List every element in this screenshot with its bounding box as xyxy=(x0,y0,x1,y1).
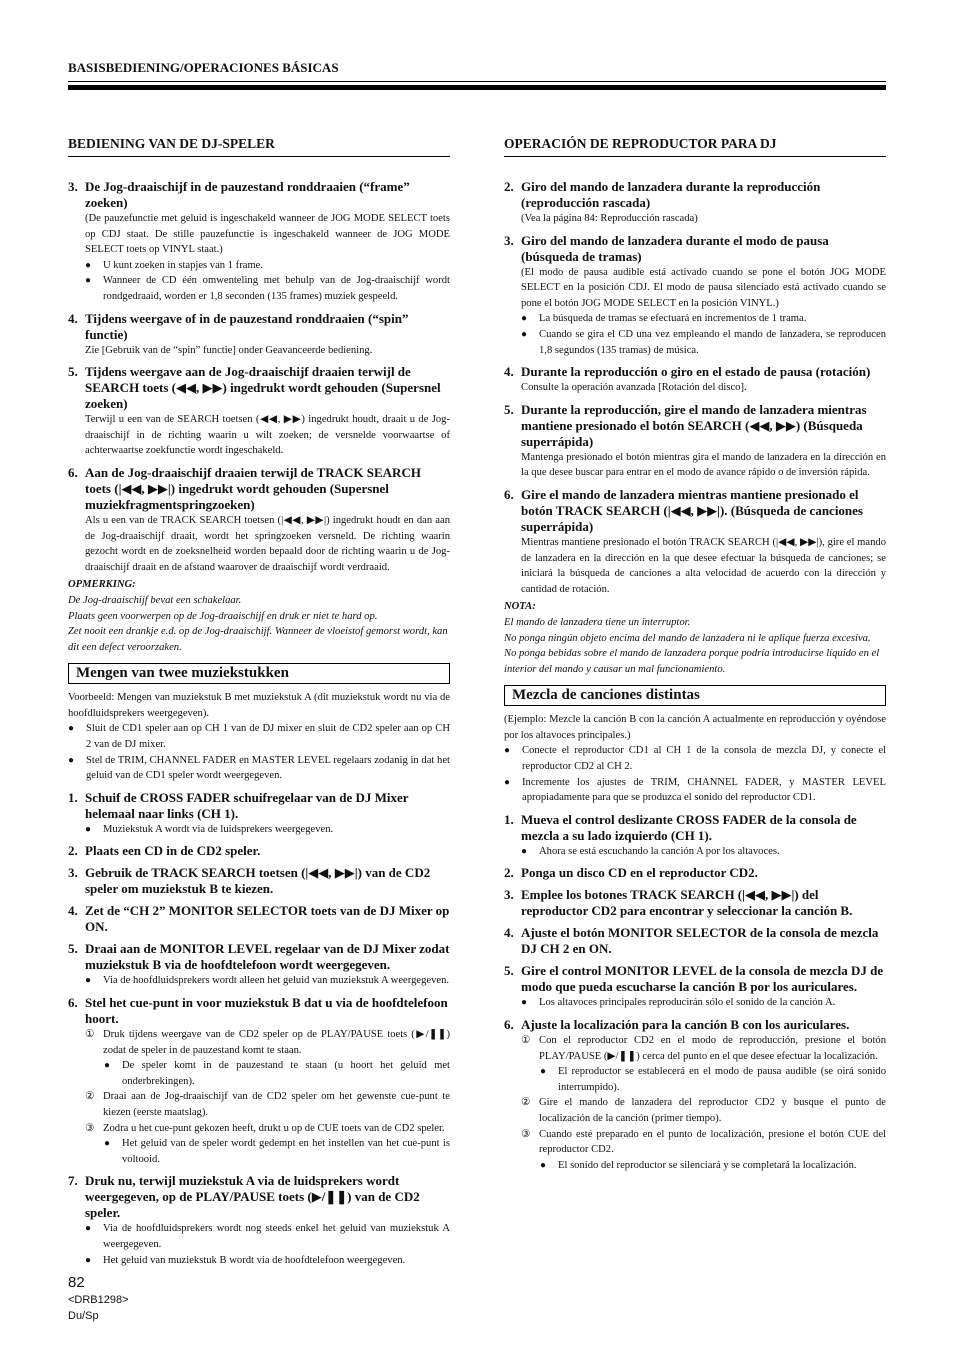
sub-step xyxy=(521,1095,886,1126)
bullet-text: U kunt zoeken in stapjes van 1 frame. xyxy=(103,259,264,271)
bullet-text: El sonido del reproductor se silenciará y se completará la localización. xyxy=(558,1159,857,1171)
mix-steps-list xyxy=(504,812,886,1174)
notes-list xyxy=(504,615,886,677)
bullet-item xyxy=(540,1064,886,1095)
bullet-dot-icon: ● xyxy=(521,328,528,340)
bullet-dot-icon: ● xyxy=(540,1066,547,1078)
step-number: 3. xyxy=(68,865,78,881)
bullet-text: Het geluid van de speler wordt gedempt en het instellen van het cue-punt is voltooid. xyxy=(122,1138,450,1165)
mix-steps-list xyxy=(68,790,450,1268)
step-title: Tijdens weergave aan de Jog-draaischijf draaien terwijl de SEARCH toets (◀◀, ▶▶) ingedrukt wordt gehouden (Supersnel zoeken) xyxy=(85,364,441,412)
sub-step xyxy=(521,1033,886,1064)
steps-list xyxy=(504,179,886,597)
sub-step-text: Draai aan de Jog-draaischijf van de CD2 speler om het gewenste cue-punt te kiezen (eerste maatslag). xyxy=(103,1091,450,1118)
step-number: 6. xyxy=(68,464,78,480)
step-body: (El modo de pausa audible está activado cuando se pone el botón JOG MODE SELECT en la posición CDJ. El modo de pausa silenciado está activado cuando se pone el botón JOG MODE SELECT en la posición VINYL.) xyxy=(521,266,886,309)
step-heading xyxy=(68,364,450,412)
step-title: Durante la reproducción o giro en el estado de pausa (rotación) xyxy=(521,364,871,380)
step-number: 5. xyxy=(68,364,78,380)
bullet-item xyxy=(104,1136,450,1167)
bullet-item xyxy=(504,743,886,774)
bullet-text: Sluit de CD1 speler aan op CH 1 van de DJ mixer en sluit de CD2 speler aan op CH 2 van de DJ mixer. xyxy=(86,723,450,751)
bullet-dot-icon: ● xyxy=(68,723,75,735)
step-number: 4. xyxy=(68,903,78,919)
bullet-dot-icon: ● xyxy=(521,845,528,857)
right-column xyxy=(504,136,886,1173)
step-heading xyxy=(504,925,886,957)
step-number: 5. xyxy=(504,963,514,979)
step-heading xyxy=(504,1017,886,1033)
step-title: Ajuste el botón MONITOR SELECTOR de la consola de mezcla DJ CH 2 en ON. xyxy=(521,925,879,957)
bullet-item xyxy=(504,775,886,806)
bullet-text: Via de hoofdluidsprekers wordt nog steeds enkel het geluid van muziekstuk A weergegeven. xyxy=(103,1223,450,1250)
bullet-dot-icon: ● xyxy=(85,1254,92,1266)
circled-number: ② xyxy=(85,1091,95,1103)
header-rule-thin xyxy=(68,81,886,82)
note-line: No ponga bebidas sobre el mando de lanzadera porque podría introducirse líquido en el interior del mando y causar un mal funcionamiento. xyxy=(504,648,880,675)
circled-number: ③ xyxy=(521,1128,531,1140)
step-heading xyxy=(68,1173,450,1221)
bullet-text: Stel de TRIM, CHANNEL FADER en MASTER LEVEL regelaars zodanig in dat het geluid van de CD1 speler wordt weergegeven. xyxy=(86,754,450,782)
step-heading xyxy=(504,812,886,844)
step-heading xyxy=(68,865,450,897)
bullet-text: Via de hoofdluidsprekers wordt alleen het geluid van muziekstuk A weergegeven. xyxy=(103,975,450,987)
mix-section-title: Mengen van twee muziekstukken xyxy=(68,663,450,684)
bullet-dot-icon: ● xyxy=(504,745,511,757)
step-body: Zie [Gebruik van de “spin” functie] onder Geavanceerde bediening. xyxy=(85,344,373,356)
bullet-text: Wanneer de CD één omwenteling met behulp van de Jog-draaischijf wordt rondgedraaid, worden er 1,8 seconden (135 frames) muziek gespeeld. xyxy=(103,275,450,302)
bullet-text: Muziekstuk A wordt via de luidsprekers weergegeven. xyxy=(103,823,334,835)
sub-step xyxy=(521,1127,886,1158)
step-title: Mueva el control deslizante CROSS FADER de la consola de mezcla a su lado izquierdo (CH 1). xyxy=(521,811,857,843)
bullet-item xyxy=(85,258,450,274)
bullet-dot-icon: ● xyxy=(521,997,528,1009)
step-title: Zet de “CH 2” MONITOR SELECTOR toets van de DJ Mixer op ON. xyxy=(85,903,450,935)
sub-step xyxy=(85,1089,450,1120)
step-heading xyxy=(504,233,886,265)
step-heading xyxy=(68,311,450,343)
bullet-text: Cuando se gira el CD una vez empleando el mando de lanzadera, se reproducen 1,8 segundos (135 tramas) de música. xyxy=(539,328,886,356)
step-title: Aan de Jog-draaischijf draaien terwijl de TRACK SEARCH toets (|◀◀, ▶▶|) ingedrukt wordt gehouden (Supersnel muziekfragmentspringzoeken) xyxy=(85,464,421,512)
step-number: 2. xyxy=(504,865,514,881)
step-title: Durante la reproducción, gire el mando de lanzadera mientras mantiene presionado el botón SEARCH (◀◀, ▶▶) (Búsqueda superrápida) xyxy=(521,401,867,449)
sub-step xyxy=(85,1027,450,1058)
bullet-item xyxy=(521,844,886,860)
circled-number: ① xyxy=(521,1035,531,1047)
step-number: 7. xyxy=(68,1173,78,1189)
step-body: Mantenga presionado el botón mientras gira el mando de lanzadera en la dirección en la que desee buscar para entrar en el modo de avance rápido o de inversión rápida. xyxy=(521,451,886,479)
bullet-item xyxy=(104,1058,450,1089)
bullet-dot-icon: ● xyxy=(85,275,92,287)
mix-intro: (Ejemplo: Mezcle la canción B con la canción A actualmente en reproducción y oyéndose por los altavoces principales.) xyxy=(504,714,886,741)
bullet-dot-icon: ● xyxy=(68,754,75,766)
note-line: No ponga ningún objeto encima del mando de lanzadera ni le aplique fuerza excesiva. xyxy=(504,632,871,644)
step-number: 1. xyxy=(68,789,78,805)
sub-step-text: Con el reproductor CD2 en el modo de reproducción, presione el botón PLAY/PAUSE (▶/❚❚) cerca del punto en el que desee efectuar la localización. xyxy=(539,1035,886,1062)
step-body: Terwijl u een van de SEARCH toetsen (◀◀, ▶▶) ingedrukt houdt, draait u de Jog-draaischijf in de richting waarin u wilt zoeken; de versnelde voorwaartse of achterwaartse zoekfunctie wordt ingeschakeld. xyxy=(85,414,450,457)
page-footer xyxy=(68,1274,129,1324)
step-number: 3. xyxy=(504,232,514,248)
step-body: (De pauzefunctie met geluid is ingeschakeld wanneer de JOG MODE SELECT toets op CDJ staat. De stille pauzefunctie is ingeschakeld wanneer de JOG MODE SELECT toets op VINYL staat.) xyxy=(85,213,450,256)
step-number: 5. xyxy=(504,401,514,417)
bullet-item xyxy=(85,822,450,838)
step-heading xyxy=(504,963,886,995)
language-code: Du/Sp xyxy=(68,1310,99,1322)
bullet-item xyxy=(85,1221,450,1252)
bullet-item xyxy=(85,273,450,304)
sub-step xyxy=(85,1121,450,1137)
step-title: Tijdens weergave of in de pauzestand ronddraaien (“spin” functie) xyxy=(85,310,409,342)
bullet-dot-icon: ● xyxy=(85,1223,92,1235)
note-line: Plaats geen voorwerpen op de Jog-draaischijf en druk er niet te hard op. xyxy=(68,610,378,622)
note-heading: NOTA: xyxy=(504,601,536,613)
step-body: Consulte la operación avanzada [Rotación del disco]. xyxy=(521,382,747,394)
step-number: 2. xyxy=(68,843,78,859)
step-heading xyxy=(504,865,886,881)
circled-number: ② xyxy=(521,1097,531,1109)
bullet-item xyxy=(68,721,450,752)
bullet-item xyxy=(85,973,450,989)
bullet-item xyxy=(521,995,886,1011)
note-line: El mando de lanzadera tiene un interruptor. xyxy=(504,616,691,628)
bullet-dot-icon: ● xyxy=(104,1138,111,1150)
bullet-dot-icon: ● xyxy=(504,776,511,788)
step-title: Stel het cue-punt in voor muziekstuk B dat u via de hoofdtelefoon hoort. xyxy=(85,995,448,1027)
page-header: BASISBEDIENING/OPERACIONES BÁSICAS xyxy=(68,60,339,75)
circled-number: ① xyxy=(85,1029,95,1041)
step-heading xyxy=(68,941,450,973)
step-body: Mientras mantiene presionado el botón TRACK SEARCH (|◀◀, ▶▶|), gire el mando de lanzadera en la dirección en la que desee efectuar la búsqueda de canciones; se iniciará la búsqueda de canciones a alta velocidad de acuerdo con la dirección y cantidad de rotación. xyxy=(521,536,886,595)
steps-list xyxy=(68,179,450,575)
step-number: 4. xyxy=(504,364,514,380)
step-title: Gebruik de TRACK SEARCH toetsen (|◀◀, ▶▶|) van de CD2 speler om muziekstuk B te kiezen. xyxy=(85,865,431,897)
sub-step-text: Cuando esté preparado en el punto de localización, presione el botón CUE del reproductor CD2. xyxy=(539,1128,886,1156)
bullet-text: Incremente los ajustes de TRIM, CHANNEL FADER, y MASTER LEVEL apropiadamente para que se produzca el sonido del reproductor CD1. xyxy=(522,776,886,804)
bullet-text: Het geluid van muziekstuk B wordt via de hoofdtelefoon weergegeven. xyxy=(103,1254,406,1266)
bullet-item xyxy=(85,1253,450,1269)
bullet-dot-icon: ● xyxy=(521,313,528,325)
step-heading xyxy=(504,487,886,535)
mix-intro: Voorbeeld: Mengen van muziekstuk B met muziekstuk A (dit muziekstuk wordt nu via de hoofdluidsprekers weergegeven). xyxy=(68,692,450,719)
note-heading: OPMERKING: xyxy=(68,579,136,591)
bullet-text: La búsqueda de tramas se efectuará en incrementos de 1 trama. xyxy=(539,313,807,325)
bullet-dot-icon: ● xyxy=(85,259,92,271)
document-code: <DRB1298> xyxy=(68,1294,129,1306)
sub-step-text: Druk tijdens weergave van de CD2 speler op de PLAY/PAUSE toets (▶/❚❚) zodat de speler in de pauzestand komt te staan. xyxy=(103,1029,450,1056)
sub-step-text: Zodra u het cue-punt gekozen heeft, drukt u op de CUE toets van de CD2 speler. xyxy=(103,1122,445,1134)
bullet-dot-icon: ● xyxy=(540,1159,547,1171)
step-title: Giro del mando de lanzadera durante la reproducción (reproducción rascada) xyxy=(521,179,821,210)
step-number: 4. xyxy=(68,310,78,326)
note-line: Zet nooit een drankje e.d. op de Jog-draaischijf. Wanneer de vloeistof gemorst wordt, kan dit een defect veroorzaken. xyxy=(68,626,448,653)
bullet-text: De speler komt in de pauzestand te staan (u hoort het geluid met onderbrekingen). xyxy=(122,1060,450,1087)
bullet-dot-icon: ● xyxy=(104,1060,111,1072)
step-number: 6. xyxy=(504,1017,514,1033)
step-heading xyxy=(504,179,886,211)
step-body: Als u een van de TRACK SEARCH toetsen (|◀◀, ▶▶|) ingedrukt houdt en dan aan de Jog-draaischijf draait, wordt het springzoeken versneld. De richting waarin gezocht wordt en de zoeksnelheid worden bepaald door de richting waarin u de Jog-draaischijf draait en de afstand waarover de draaischijf wordt verdraaid. xyxy=(85,514,450,573)
section-title: OPERACIÓN DE REPRODUCTOR PARA DJ xyxy=(504,136,886,157)
bullet-dot-icon: ● xyxy=(85,975,92,987)
step-heading xyxy=(504,887,886,919)
step-heading xyxy=(68,843,450,859)
note-line: De Jog-draaischijf bevat een schakelaar. xyxy=(68,594,242,606)
step-number: 3. xyxy=(68,179,78,194)
step-heading xyxy=(68,179,450,211)
page-number: 82 xyxy=(68,1274,85,1291)
left-column xyxy=(68,136,450,1268)
notes-list xyxy=(68,593,450,655)
step-number: 5. xyxy=(68,941,78,957)
step-heading xyxy=(68,995,450,1027)
step-number: 4. xyxy=(504,925,514,941)
sub-step-text: Gire el mando de lanzadera del reproductor CD2 y busque el punto de localización de la canción (primer tiempo). xyxy=(539,1097,886,1124)
mix-bullets xyxy=(504,743,886,805)
bullet-item xyxy=(521,327,886,358)
step-heading xyxy=(68,465,450,513)
step-title: Gire el mando de lanzadera mientras mantiene presionado el botón TRACK SEARCH (|◀◀, ▶▶|). (Búsqueda de canciones superrápida) xyxy=(521,486,863,534)
step-title: Plaats een CD in de CD2 speler. xyxy=(85,843,261,859)
step-body: (Vea la página 84: Reproducción rascada) xyxy=(521,213,698,224)
step-title: De Jog-draaischijf in de pauzestand ronddraaien (“frame” zoeken) xyxy=(85,179,410,210)
header-rule-thick xyxy=(68,85,886,90)
bullet-item xyxy=(521,311,886,327)
bullet-item xyxy=(68,753,450,784)
bullet-item xyxy=(540,1158,886,1174)
step-title: Draai aan de MONITOR LEVEL regelaar van de DJ Mixer zodat muziekstuk B via de hoofdtelefoon wordt weergegeven. xyxy=(85,941,450,973)
step-title: Ponga un disco CD en el reproductor CD2. xyxy=(521,865,758,881)
step-heading xyxy=(504,402,886,450)
mix-bullets xyxy=(68,721,450,783)
step-heading xyxy=(504,364,886,380)
section-title: BEDIENING VAN DE DJ-SPELER xyxy=(68,136,450,157)
step-title: Schuif de CROSS FADER schuifregelaar van de DJ Mixer helemaal naar links (CH 1). xyxy=(85,789,409,821)
mix-section-title: Mezcla de canciones distintas xyxy=(504,685,886,706)
bullet-text: Conecte el reproductor CD1 al CH 1 de la consola de mezcla DJ, y conecte el reproductor CD2 al CH 2. xyxy=(522,745,886,773)
bullet-text: Los altavoces principales reproducirán sólo el sonido de la canción A. xyxy=(539,997,836,1009)
bullet-dot-icon: ● xyxy=(85,823,92,835)
step-title: Emplee los botones TRACK SEARCH (|◀◀, ▶▶|) del reproductor CD2 para encontrar y seleccionar la canción B. xyxy=(521,887,853,919)
step-title: Druk nu, terwijl muziekstuk A via de luidsprekers wordt weergegeven, op de PLAY/PAUSE toets (▶/❚❚) van de CD2 speler. xyxy=(85,1173,420,1221)
step-title: Giro del mando de lanzadera durante el modo de pausa (búsqueda de tramas) xyxy=(521,232,829,264)
circled-number: ③ xyxy=(85,1122,95,1134)
step-number: 2. xyxy=(504,179,514,194)
step-title: Ajuste la localización para la canción B con los auriculares. xyxy=(521,1017,850,1033)
step-heading xyxy=(68,903,450,935)
bullet-text: Ahora se está escuchando la canción A por los altavoces. xyxy=(539,845,780,857)
step-number: 1. xyxy=(504,811,514,827)
step-number: 3. xyxy=(504,887,514,903)
step-heading xyxy=(68,790,450,822)
step-number: 6. xyxy=(68,995,78,1011)
step-title: Gire el control MONITOR LEVEL de la consola de mezcla DJ de modo que pueda escucharse la canción B por los auriculares. xyxy=(521,963,884,995)
bullet-text: El reproductor se establecerá en el modo de pausa audible (se oirá sonido interrumpido). xyxy=(558,1066,886,1093)
step-number: 6. xyxy=(504,486,514,502)
